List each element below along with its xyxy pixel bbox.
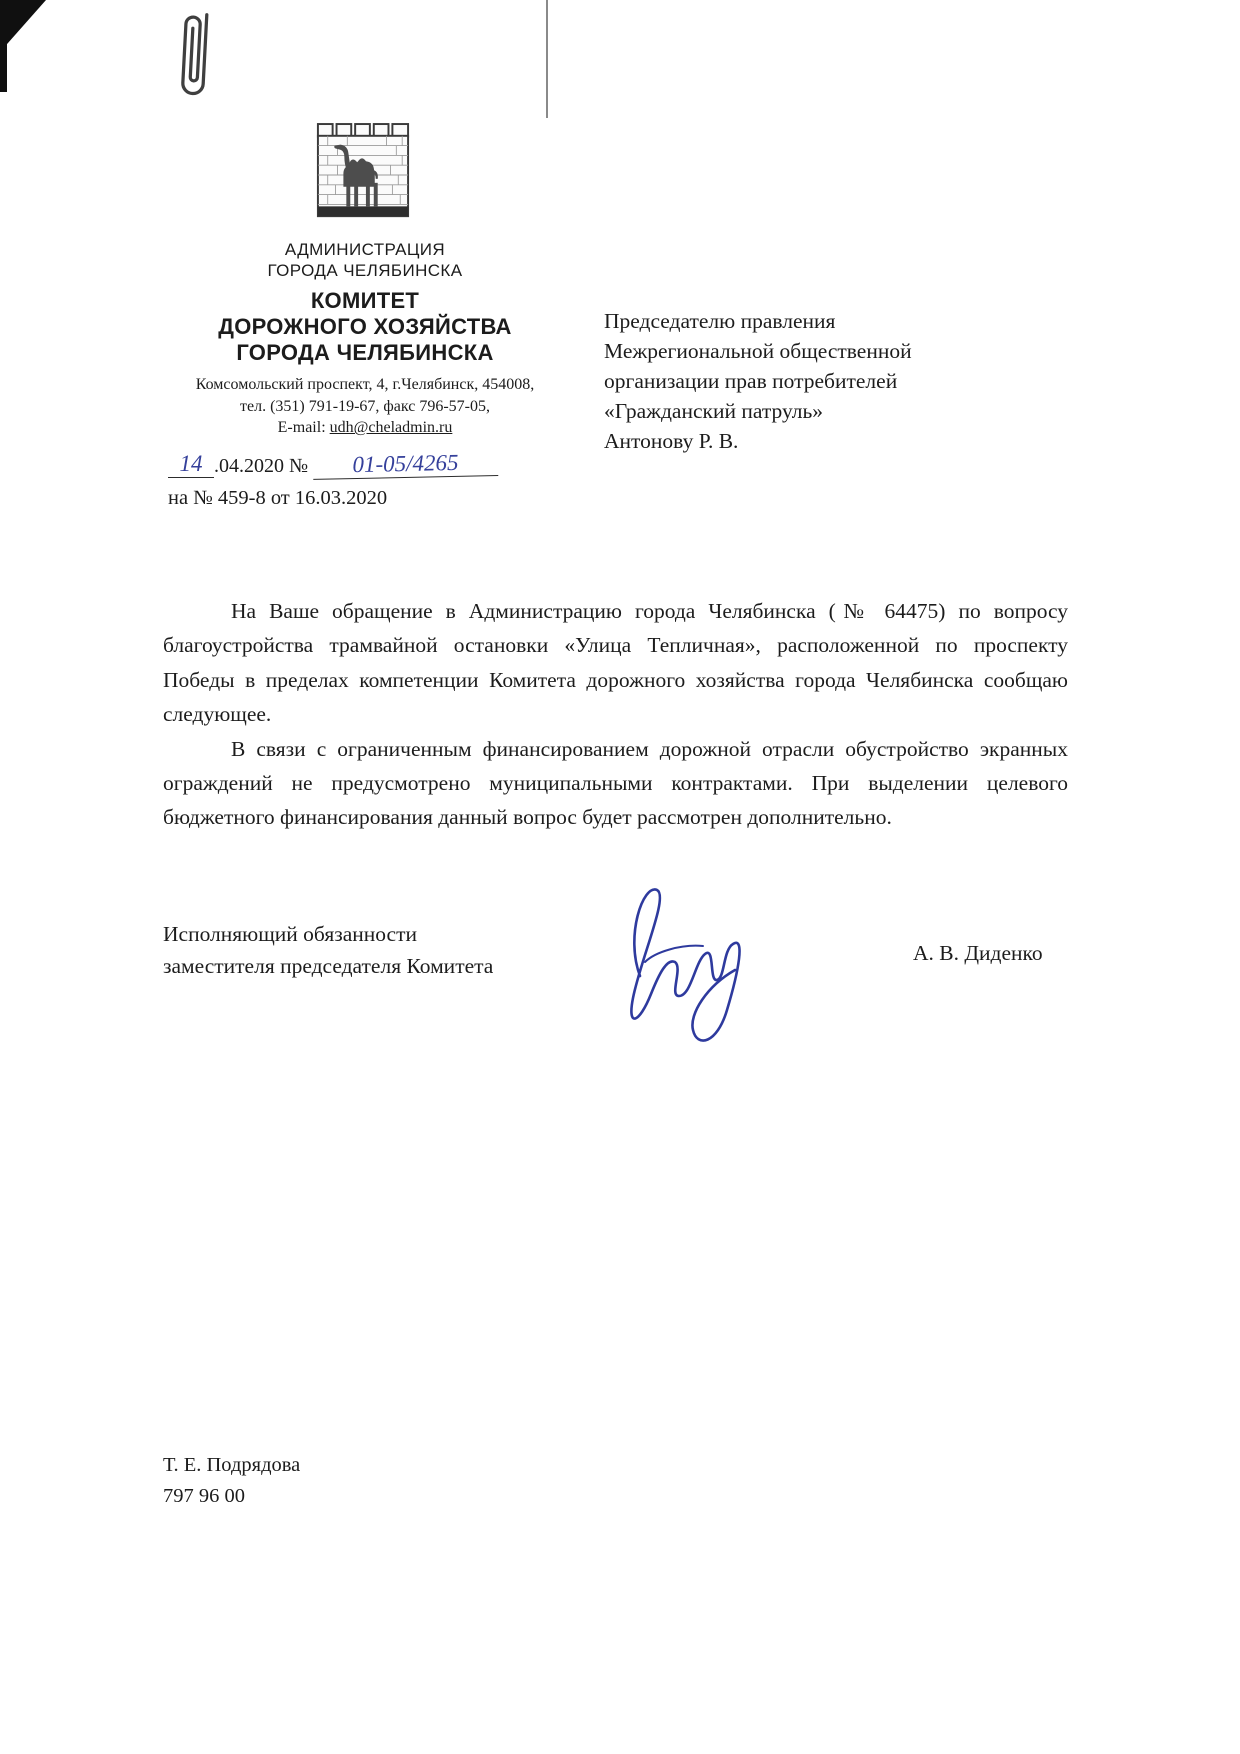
letter-body	[163, 594, 1068, 835]
handwritten-date: 14	[168, 451, 214, 478]
recipient-line: Антонову Р. В.	[604, 429, 739, 454]
letterhead-address: Комсомольский проспект, 4, г.Челябинск, 454008,	[195, 376, 535, 393]
executor-phone: 797 96 00	[163, 1484, 245, 1507]
executor-block	[163, 1450, 300, 1512]
org-name-line1: АДМИНИСТРАЦИЯ	[284, 240, 446, 259]
signer-position-line2: заместителя председателя Комитета	[163, 954, 494, 979]
paperclip-icon	[169, 5, 219, 124]
scan-line-artifact	[546, 0, 548, 118]
signer-position-line1: Исполняющий обязанности	[163, 922, 417, 946]
body-paragraph-2: В связи с ограниченным финансированием дорожной отрасли обустройство экранных ограждений не предусмотрено муниципальными контрактами. При выделении целевого бюджетного финансирования данный вопрос будет рассмотрен дополнительно.	[163, 736, 1068, 830]
date-printed: .04.2020 №	[214, 455, 309, 477]
email-address: udh@cheladmin.ru	[329, 419, 453, 437]
committee-line2: ДОРОЖНОГО ХОЗЯЙСТВА	[218, 313, 512, 339]
organization-name	[215, 240, 515, 281]
signer-name: А. В. Диденко	[913, 941, 1043, 965]
org-name-line2: ГОРОДА ЧЕЛЯБИНСКА	[267, 260, 463, 280]
incoming-reference-line: на № 459-8 от 16.03.2020	[168, 487, 388, 509]
chelyabinsk-coat-of-arms-icon	[314, 120, 412, 235]
letterhead-contacts	[150, 374, 580, 439]
recipient-line: Межрегиональной общественной	[604, 339, 912, 364]
handwritten-outgoing-number: 01-05/4265	[313, 449, 499, 480]
letterhead-email-line	[150, 417, 580, 439]
email-label: E-mail:	[277, 419, 326, 437]
scan-edge-artifact	[0, 0, 7, 92]
handwritten-signature	[585, 866, 760, 1056]
outgoing-reference-line	[168, 449, 498, 479]
recipient-line: «Гражданский патруль»	[604, 399, 824, 424]
committee-line1: КОМИТЕТ	[310, 288, 420, 313]
executor-name: Т. Е. Подрядова	[163, 1454, 301, 1476]
recipient-block	[604, 306, 1034, 456]
committee-line3: ГОРОДА ЧЕЛЯБИНСКА	[236, 339, 494, 365]
signer-position	[163, 918, 493, 983]
recipient-line: организации прав потребителей	[604, 369, 898, 394]
committee-title	[150, 288, 580, 366]
letterhead-phone: тел. (351) 791-19-67, факс 796-57-05,	[240, 397, 490, 415]
body-paragraph-1: На Ваше обращение в Администрацию города Челябинска (№ 64475) по вопросу благоустройства трамвайной остановки «Улица Тепличная», расположенной по проспекту Победы в пределах компетенции Комитета дорожного хозяйства города Челябинска сообщаю следующее.	[163, 599, 1068, 727]
recipient-line: Председателю правления	[604, 309, 836, 333]
